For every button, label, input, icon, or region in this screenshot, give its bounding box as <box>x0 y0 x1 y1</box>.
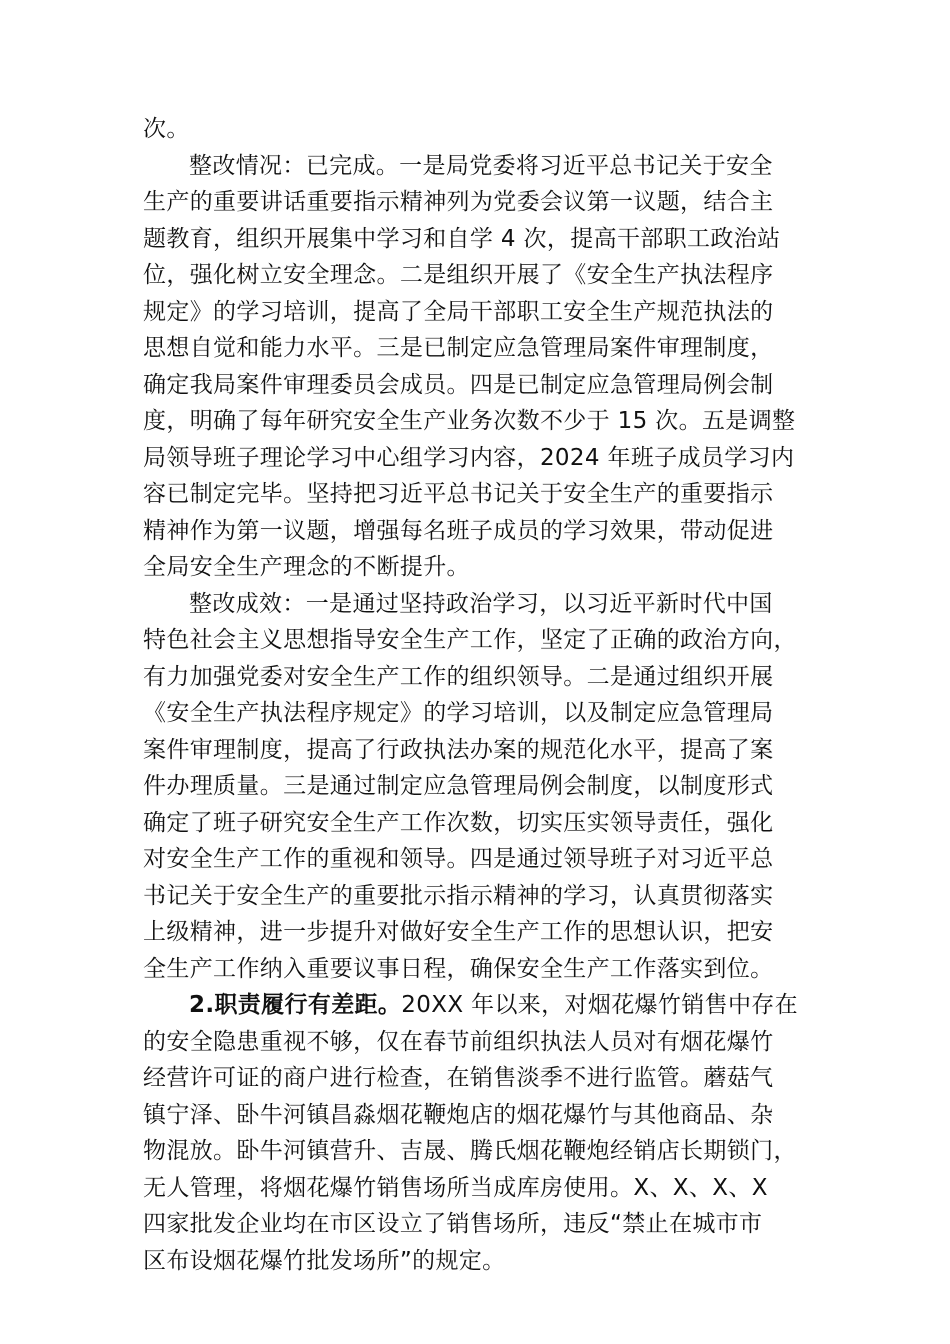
text-line: 有力加强党委对安全生产工作的组织领导。二是通过组织开展 <box>143 663 774 690</box>
text-line: 的安全隐患重视不够，仅在春节前组织执法人员对有烟花爆竹 <box>143 1028 774 1055</box>
text-line: 区布设烟花爆竹批发场所”的规定。 <box>143 1247 506 1274</box>
text-line: 局领导班子理论学习中心组学习内容，2024 年班子成员学习内 <box>143 444 795 471</box>
text-line: 规定》的学习培训，提高了全局干部职工安全生产规范执法的 <box>143 298 774 325</box>
text-line: 全局安全生产理念的不断提升。 <box>143 554 470 580</box>
text-line: 题教育，组织开展集中学习和自学 4 次，提高干部职工政治站 <box>143 225 781 252</box>
text-line: 对安全生产工作的重视和领导。四是通过领导班子对习近平总 <box>143 846 774 872</box>
text-line: 特色社会主义思想指导安全生产工作，坚定了正确的政治方向， <box>143 627 797 653</box>
text-line: 四家批发企业均在市区设立了销售场所，违反“禁止在城市市 <box>143 1211 763 1237</box>
section2-body <box>143 1024 809 1280</box>
text-line: 确定了班子研究安全生产工作次数，切实压实领导责任，强化 <box>143 809 774 836</box>
text-line: 容已制定完毕。坚持把习近平总书记关于安全生产的重要指示 <box>143 481 774 507</box>
text-line: 《安全生产执法程序规定》的学习培训，以及制定应急管理局 <box>143 700 774 726</box>
text-line: 全生产工作纳入重要议事日程，确保安全生产工作落实到位。 <box>143 955 774 982</box>
text-line: 经营许可证的商户进行检查，在销售淡季不进行监管。蘑菇气 <box>143 1065 774 1091</box>
text-line: 精神作为第一议题，增强每名班子成员的学习效果，带动促进 <box>143 517 774 544</box>
section2-heading: 2.职责履行有差距。 <box>189 992 402 1018</box>
text-line: 位，强化树立安全理念。二是组织开展了《安全生产执法程序 <box>143 262 774 288</box>
section2-first-line-text: 20XX 年以来，对烟花爆竹销售中存在 <box>401 992 798 1018</box>
text-line: 生产的重要讲话重要指示精神列为党委会议第一议题，结合主 <box>143 189 774 215</box>
text-line: 整改情况：已完成。一是局党委将习近平总书记关于安全 <box>189 152 773 179</box>
text-line: 镇宁泽、卧牛河镇昌淼烟花鞭炮店的烟花爆竹与其他商品、杂 <box>143 1101 774 1128</box>
text-line: 度，明确了每年研究安全生产业务次数不少于 15 次。五是调整 <box>143 408 796 434</box>
text-line: 次。 <box>143 116 190 142</box>
text-line: 案件审理制度，提高了行政执法办案的规范化水平，提高了案 <box>143 736 774 763</box>
text-line: 上级精神，进一步提升对做好安全生产工作的思想认识，把安 <box>143 919 774 945</box>
text-line: 整改成效：一是通过坚持政治学习，以习近平新时代中国 <box>189 590 773 617</box>
document-body <box>143 111 809 1279</box>
text-line: 确定我局案件审理委员会成员。四是已制定应急管理局例会制 <box>143 371 774 398</box>
text-line: 无人管理，将烟花爆竹销售场所当成库房使用。X、X、X、X <box>143 1174 768 1201</box>
section2-first-line <box>143 987 809 1024</box>
text-line: 书记关于安全生产的重要批示指示精神的学习，认真贯彻落实 <box>143 882 774 909</box>
text-line: 件办理质量。三是通过制定应急管理局例会制度，以制度形式 <box>143 773 774 799</box>
text-line: 物混放。卧牛河镇营升、吉晟、腾氏烟花鞭炮经销店长期锁门， <box>143 1138 797 1164</box>
paragraphs-block <box>143 111 809 987</box>
text-line: 思想自觉和能力水平。三是已制定应急管理局案件审理制度， <box>143 335 774 361</box>
